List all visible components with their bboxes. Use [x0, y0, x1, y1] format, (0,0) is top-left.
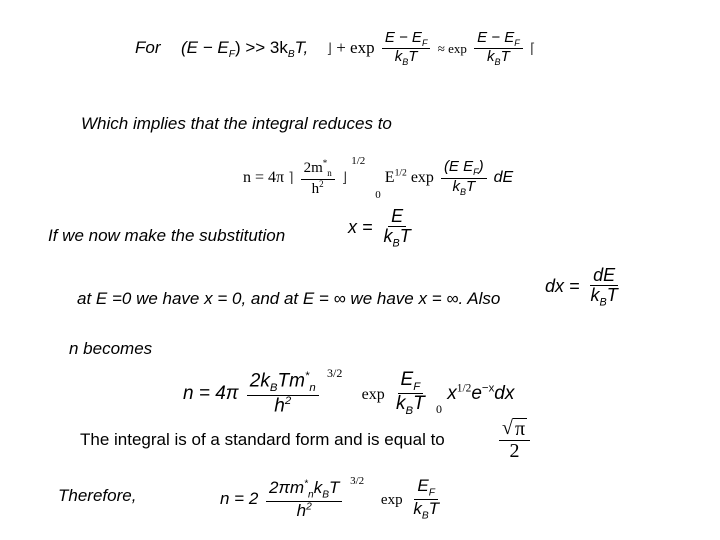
eq7-outer-sup: 3/2	[350, 475, 365, 487]
frac1-den-end: T	[408, 48, 418, 66]
eq4-den-end: T	[606, 284, 618, 305]
eq2-lower-limit: 0	[375, 189, 381, 201]
eq4-num: dE	[593, 265, 616, 285]
eq6-num: π	[514, 418, 526, 440]
frac2-num-sub: F	[514, 38, 520, 48]
eq5-den-sup: 2	[284, 395, 292, 408]
frac2-den: k	[487, 48, 495, 66]
eq2-num: 2m	[303, 160, 323, 177]
eq5-exp-fraction	[393, 370, 428, 419]
eq7-den: h	[296, 501, 307, 521]
eq3-fraction	[381, 207, 414, 250]
eq5-tail2-sup: −x	[481, 382, 495, 395]
text-n-becomes: n becomes	[69, 339, 153, 358]
eq7-exp-fraction	[410, 477, 442, 522]
eq2-num-sub: n	[327, 168, 332, 179]
eq2-e-sup: 1/2	[394, 167, 407, 179]
eq7-num: 2πm	[269, 478, 305, 498]
approx-exp: ≈ exp	[437, 40, 467, 56]
condition-end: T,	[294, 37, 309, 57]
bracket-glyph: ⌋	[326, 40, 332, 57]
eq5-frac-num: E	[400, 368, 414, 390]
eq5-num-mid: Tm	[277, 370, 305, 392]
eq4-den-sub: B	[599, 296, 607, 309]
eq3-den: k	[383, 225, 393, 246]
eq3-lhs: x =	[348, 217, 373, 238]
eq6-fraction	[499, 418, 530, 462]
eq2-outer-sup: 1/2	[351, 155, 366, 167]
bracket-glyph: ⌋	[341, 170, 348, 186]
eq5-num: 2k	[249, 370, 270, 392]
eq3-num: E	[391, 206, 404, 226]
eq5-exp: exp	[361, 386, 385, 403]
frac2-den-sub: B	[494, 57, 501, 68]
eq2-den-sup: 2	[319, 178, 324, 189]
eq7-exp: exp	[380, 492, 403, 508]
eq5-num-sup: *	[304, 370, 310, 383]
equation-integral	[243, 155, 513, 201]
condition-rhs: ) >> 3k	[234, 37, 288, 57]
frac2-den-end: T	[500, 48, 510, 66]
eq5-tail: x	[447, 383, 457, 404]
equation-dx	[545, 266, 624, 309]
eq2-frac-den: k	[452, 177, 460, 195]
eq4-fraction	[588, 266, 621, 309]
eq7-den-sup: 2	[306, 501, 312, 513]
eq2-den: h	[311, 180, 320, 197]
eq2-lhs: n = 4π	[243, 169, 285, 186]
eq4-lhs: dx =	[545, 276, 580, 297]
eq2-frac-num-sub: F	[473, 167, 479, 178]
frac1-den-sub: B	[402, 57, 409, 68]
eq2-de: dE	[493, 169, 514, 186]
eq5-frac-num-sub: F	[413, 380, 421, 393]
eq7-lhs: n = 2	[220, 489, 259, 508]
eq7-num-end: T	[328, 478, 340, 498]
eq2-frac-den-sub: B	[459, 186, 466, 197]
for-label: For	[135, 37, 161, 57]
eq2-inner-fraction	[301, 159, 335, 197]
condition-sub: F	[228, 49, 235, 61]
fraction-2	[474, 30, 523, 68]
eq5-outer-sup: 3/2	[326, 366, 343, 380]
condition-lhs: (E − E	[181, 37, 229, 57]
eq7-frac-den-end: T	[428, 499, 439, 519]
eq7-num-sup: *	[304, 478, 309, 490]
equation-final	[220, 475, 445, 522]
eq5-tail2: e	[471, 383, 482, 404]
equation-substitution	[348, 207, 417, 250]
eq7-frac-num: E	[417, 475, 429, 495]
plus-exp: + exp	[336, 37, 375, 57]
eq2-num-sup: *	[322, 158, 328, 169]
condition-sub2: B	[287, 49, 295, 61]
eq7-num-sub2: B	[322, 489, 329, 501]
fraction-1	[382, 30, 431, 68]
eq5-tail-sup: 1/2	[456, 382, 472, 395]
sqrt-sign: √ π	[502, 417, 526, 440]
eq7-num-mid: k	[313, 478, 323, 498]
eq2-e-part: E	[384, 169, 395, 186]
eq5-tail3: dx	[494, 383, 515, 404]
eq7-inner-fraction	[266, 479, 342, 520]
eq6-den: 2	[509, 440, 520, 462]
eq2-exp-fraction	[441, 159, 487, 197]
eq4-den: k	[590, 284, 600, 305]
frac1-num: E − E	[384, 29, 422, 46]
eq7-frac-num-sub: F	[428, 487, 435, 499]
eq5-den: h	[274, 395, 285, 417]
text-therefore: Therefore,	[58, 486, 137, 505]
eq7-frac-den: k	[413, 499, 422, 519]
equation-sqrt-pi	[496, 418, 533, 462]
eq5-frac-den-end: T	[413, 393, 425, 415]
eq2-frac-num-end: )	[478, 158, 484, 176]
frac1-num-sub: F	[421, 38, 428, 48]
equation-n-becomes	[183, 366, 514, 418]
frac1-den: k	[394, 48, 403, 66]
eq2-exp: exp	[410, 169, 434, 186]
eq5-num-sub2: n	[309, 382, 316, 395]
text-integral-reduces: Which implies that the integral reduces to	[81, 114, 392, 133]
text-standard-form: The integral is of a standard form and is equal to	[80, 430, 445, 449]
text-substitution: If we now make the substitution	[48, 226, 286, 245]
eq5-num-sub: B	[269, 382, 278, 395]
eq5-frac-den: k	[396, 393, 406, 415]
bracket-glyph: ⌈	[529, 40, 536, 57]
eq3-den-end: T	[399, 225, 411, 246]
text-limits: at E =0 we have x = 0, and at E = ∞ we have x = ∞. Also	[77, 289, 501, 308]
eq5-lower-limit: 0	[436, 402, 442, 416]
eq3-den-sub: B	[392, 237, 400, 250]
eq5-lhs: n = 4π	[183, 383, 239, 404]
equation-condition	[135, 30, 535, 68]
eq2-frac-num: (E E	[443, 158, 474, 176]
eq2-frac-den-end: T	[465, 177, 476, 195]
eq7-frac-den-sub: B	[421, 510, 429, 522]
bracket-glyph: ⌉	[288, 170, 294, 186]
eq7-num-sub: n	[308, 489, 314, 501]
eq5-inner-fraction	[247, 371, 319, 416]
eq5-frac-den-sub: B	[405, 405, 414, 418]
frac2-num: E − E	[477, 29, 515, 46]
